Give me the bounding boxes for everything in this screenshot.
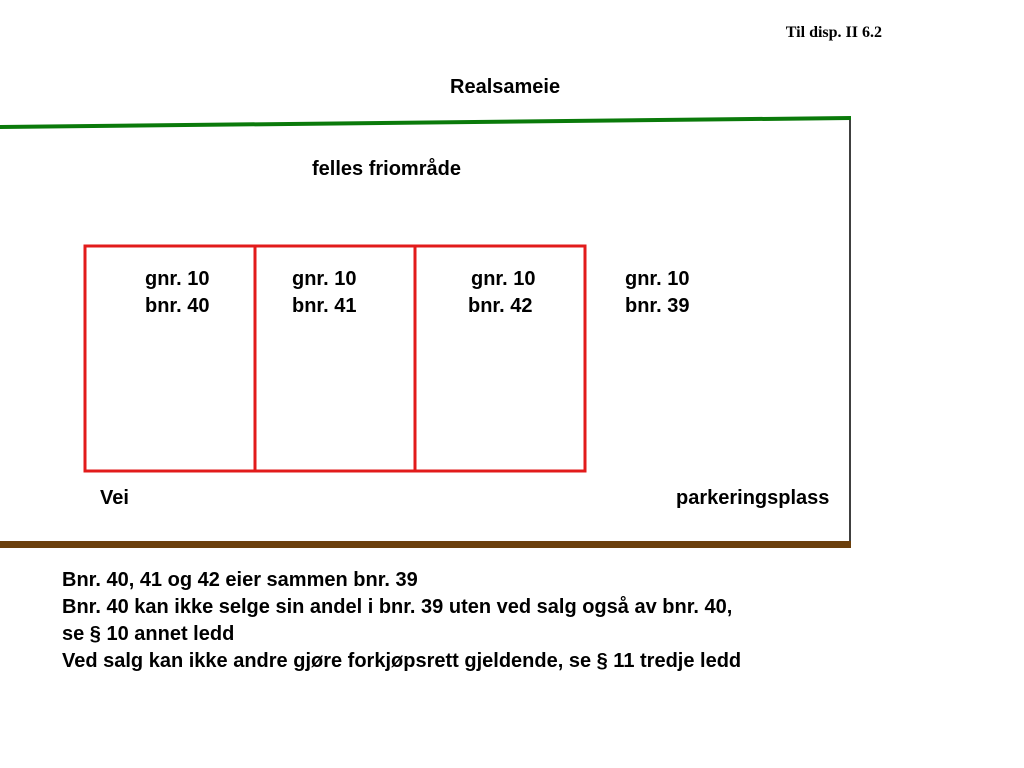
note-line: Bnr. 40, 41 og 42 eier sammen bnr. 39 <box>62 569 418 591</box>
lot-bnr: bnr. 42 <box>468 295 533 317</box>
road-line <box>0 541 851 548</box>
lot-bnr: bnr. 39 <box>625 295 690 317</box>
notes <box>62 567 741 675</box>
lot-gnr: gnr. 10 <box>145 268 210 290</box>
note-line: Bnr. 40 kan ikke selge sin andel i bnr. 39 uten ved salg også av bnr. 40, <box>62 596 733 618</box>
parking-label: parkeringsplass <box>676 487 830 509</box>
lot-gnr: gnr. 10 <box>471 268 536 290</box>
lot-gnr: gnr. 10 <box>625 268 690 290</box>
slide-reference: Til disp. II 6.2 <box>785 24 882 41</box>
lot-gnr: gnr. 10 <box>292 268 357 290</box>
note-line: se § 10 annet ledd <box>62 623 235 645</box>
lot-bnr: bnr. 40 <box>145 295 210 317</box>
slide-title: Realsameie <box>450 76 561 98</box>
lot-label-bnr-42 <box>468 266 535 320</box>
boundary-line <box>0 118 851 127</box>
lot-bnr: bnr. 41 <box>292 295 357 317</box>
lot-label-bnr-41 <box>292 266 356 320</box>
lot-label-bnr-40 <box>145 266 209 320</box>
note-line: Ved salg kan ikke andre gjøre forkjøpsrett gjeldende, se § 11 tredje ledd <box>62 650 742 672</box>
common-area-label: felles friområde <box>312 158 461 180</box>
lot-label-bnr-39 <box>625 266 689 320</box>
road-label: Vei <box>100 487 129 509</box>
